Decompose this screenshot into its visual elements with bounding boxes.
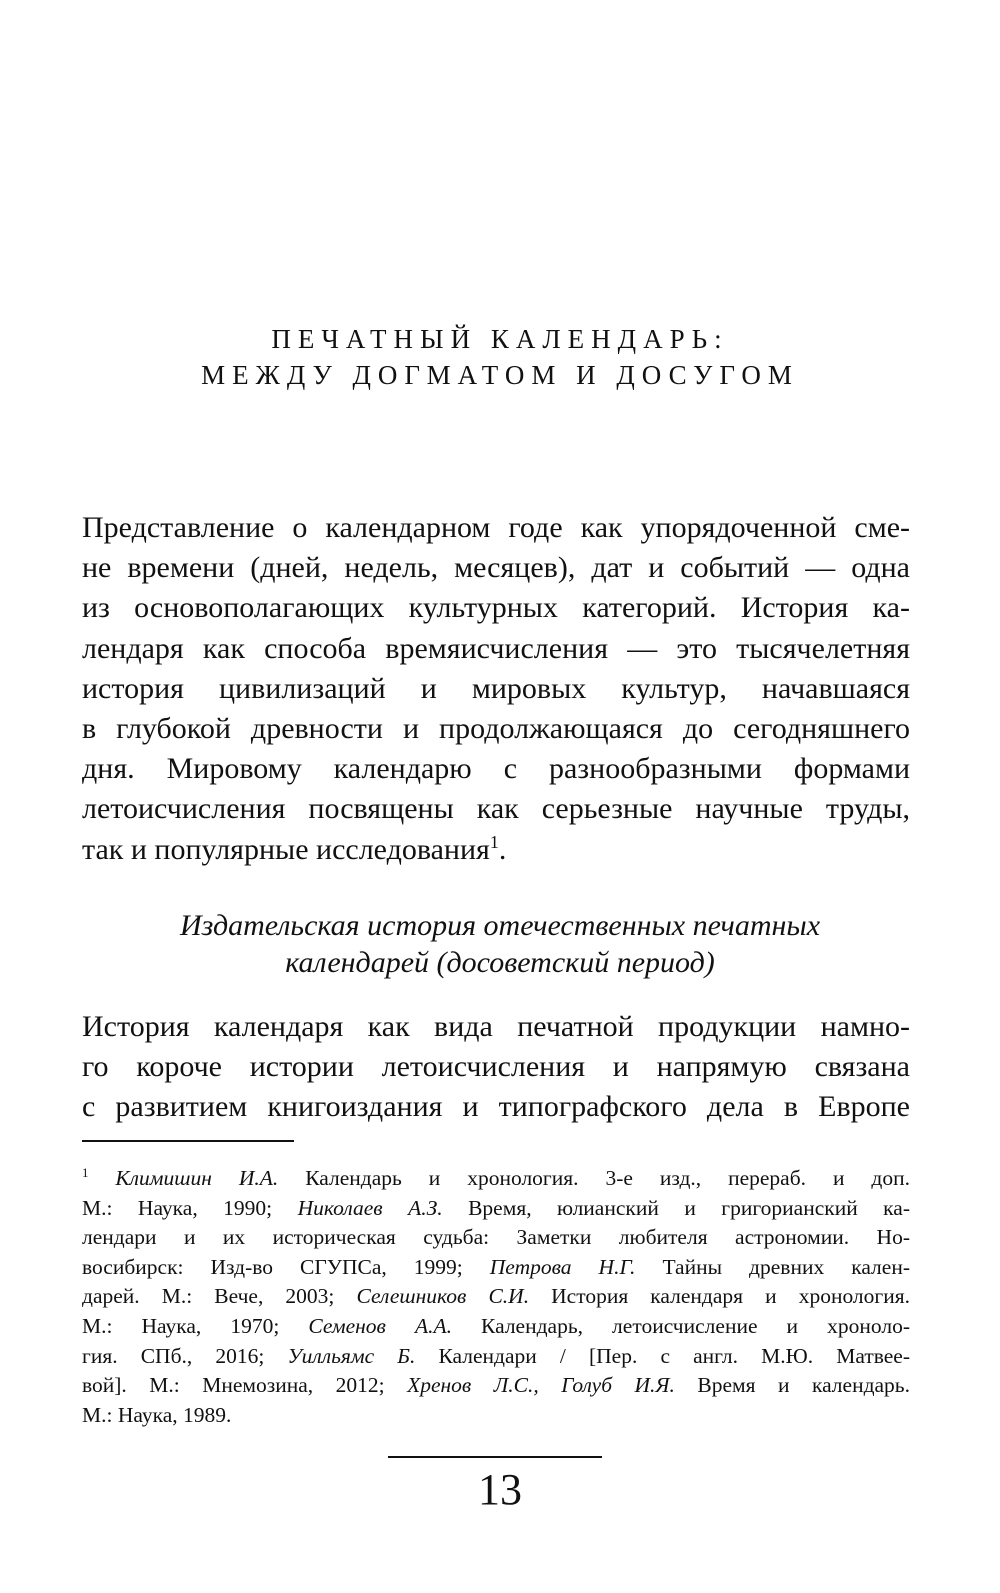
footnote-text: вой]. М.: Мнемозина, 2012; [82,1373,408,1398]
page-number: 13 [478,1465,522,1514]
footnote-text: Время, юлианский и григорианский ка- [442,1195,910,1220]
section-title-line-1: Издательская история отечественных печатных [179,909,821,942]
paragraph-line [82,593,910,623]
line-text: го короче истории летоисчисления и напрямую связана [82,1050,910,1083]
paragraph-line [82,794,910,824]
footnote-text: гия. СПб., 2016; [82,1343,288,1368]
paragraph-line [82,631,910,665]
footnote-line [82,1165,910,1190]
chapter-title-line-2: МЕЖДУ ДОГМАТОМ И ДОСУГОМ [201,360,799,390]
footnote-text: М.: Наука, 1970; [82,1314,309,1338]
paragraph-line [82,1092,910,1122]
footnote-text: дарей. М.: Вече, 2003; [82,1284,357,1309]
footnote-author: Уилльямс Б. [287,1343,416,1368]
footnote-text: История календаря и хронология. [529,1284,910,1309]
footnote-line [82,1227,910,1249]
footnote-divider [82,1140,294,1142]
line-text: история цивилизаций и мировых культур, начавшаяся [82,671,910,705]
footnote-text: Календарь, летоисчисление и хроноло- [451,1314,910,1338]
footnote-text: восибирск: Изд-во СГУПСа, 1999; [82,1254,490,1279]
paragraph-line [82,513,910,543]
footnote-line [82,1343,910,1368]
footnote-line [82,1402,910,1427]
footnote-author: Климишин И.А. [115,1166,279,1190]
footnote-author: Хренов Л.С., Голуб И.Я. [407,1373,675,1398]
line-text: так и популярные исследования [82,832,490,866]
footnote-text: М.: Наука, 1990; [82,1195,298,1220]
line-text: Представление о календарном годе как упорядоченной сме- [82,511,910,544]
footnote-line [82,1375,910,1397]
footnote-text: М.: Наука, 1989. [82,1402,232,1427]
chapter-title-line-1: ПЕЧАТНЫЙ КАЛЕНДАРЬ: [271,324,729,354]
line-text: лендаря как способа времяисчисления — это тысячелетняя [82,631,910,665]
footnote-number: 1 [82,1165,89,1180]
footnote-text: Тайны древних кален- [635,1254,910,1279]
paragraph-line [82,1052,910,1082]
footnote-line [82,1316,910,1338]
line-text: летоисчисления посвящены как серьезные научные труды, [82,792,910,826]
paragraph-line [82,1012,910,1042]
line-text: История календаря как вида печатной продукции намно- [82,1010,910,1043]
line-text: из основополагающих культурных категорий. История ка- [82,591,910,625]
footnote-text: Время и календарь. [674,1373,910,1398]
section-title-line-2: календарей (досоветский период) [285,946,715,979]
footnote-text: Календарь и хронология. 3-е изд., перераб. и доп. [278,1166,910,1190]
paragraph-line [82,553,910,583]
footnote-author: Петрова Н.Г. [489,1254,636,1279]
footnote-text: лендари и их историческая судьба: Заметки любителя астрономии. Но- [82,1225,910,1250]
footnote-line [82,1195,910,1220]
footnote-text: Календари / [Пер. с англ. М.Ю. Матвее- [415,1343,910,1368]
paragraph-line [82,714,910,744]
footnote-author: Семенов А.А. [308,1314,452,1338]
paragraph-line [82,754,910,784]
footnote-author: Николаев А.З. [297,1195,443,1220]
line-text: не времени (дней, недель, месяцев), дат и событий — одна [82,551,910,585]
footnote-author: Селешников С.И. [356,1284,530,1309]
footnote-reference: 1 [489,831,499,852]
page-number-rule [388,1456,602,1458]
line-text: с развитием книгоиздания и типографского дела в Европе [82,1090,910,1123]
paragraph-line: так и популярные исследования$^1$. [82,831,507,866]
footnote-line [82,1286,910,1308]
paragraph-line [82,671,910,705]
line-text: в глубокой древности и продолжающаяся до сегодняшнего [82,712,910,745]
line-text: дня. Мировому календарю с разнообразными формами [82,752,910,786]
footnote-line [82,1254,910,1279]
